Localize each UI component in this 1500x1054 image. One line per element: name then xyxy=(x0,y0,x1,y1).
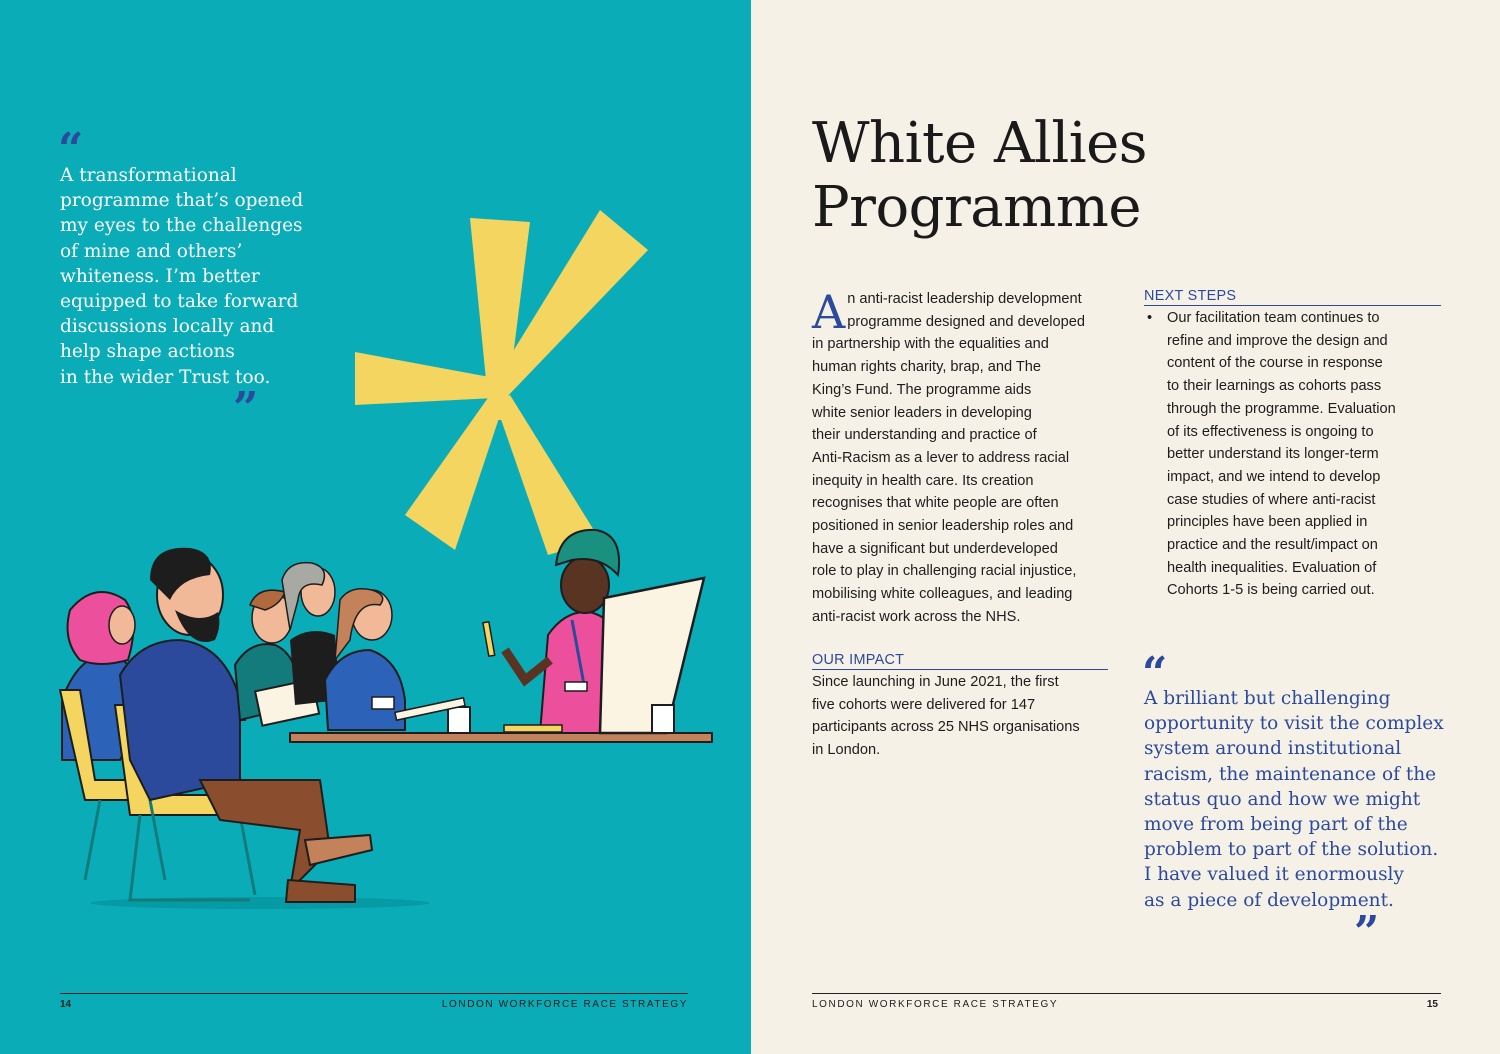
meeting-illustration xyxy=(0,200,751,920)
impact-paragraph xyxy=(812,671,1108,762)
next-steps-line: of its effectiveness is ongoing to xyxy=(1167,423,1374,440)
impact-line: participants across 25 NHS organisations xyxy=(812,719,1080,736)
title-line: White Allies xyxy=(812,111,1148,176)
intro-line: have a significant but underdeveloped xyxy=(812,540,1058,557)
impact-heading: OUR IMPACT xyxy=(812,652,1108,670)
quote-line: help shape actions xyxy=(60,341,235,363)
intro-line: mobilising white colleagues, and leading xyxy=(812,586,1073,603)
quote-line: system around institutional xyxy=(1144,738,1402,760)
next-steps-line: principles have been applied in xyxy=(1167,514,1368,531)
quote-line: A transformational xyxy=(60,165,237,186)
open-quote-mark: “ xyxy=(58,124,84,175)
quote-line: in the wider Trust too. xyxy=(60,366,271,388)
quote-line: problem to part of the solution. xyxy=(1144,839,1439,861)
intro-line: Anti-Racism as a lever to address racial xyxy=(812,449,1070,466)
intro-line: positioned in senior leadership roles and xyxy=(812,518,1074,535)
next-steps-line: content of the course in response xyxy=(1167,355,1383,372)
quote-line: status quo and how we might xyxy=(1144,788,1421,810)
page-title xyxy=(812,112,1147,240)
drop-cap: A xyxy=(812,285,846,339)
intro-line: inequity in health care. Its creation xyxy=(812,472,1034,489)
intro-line: in partnership with the equalities and xyxy=(812,336,1049,353)
next-steps-line: health inequalities. Evaluation of xyxy=(1167,559,1377,576)
quote-line: I have valued it enormously xyxy=(1144,864,1404,886)
impact-line: five cohorts were delivered for 147 xyxy=(812,696,1036,713)
quote-line: move from being part of the xyxy=(1144,814,1408,836)
intro-line: King’s Fund. The programme aids xyxy=(812,381,1032,398)
next-steps-heading: NEXT STEPS xyxy=(1144,288,1441,306)
quote-line: opportunity to visit the complex xyxy=(1144,713,1444,735)
list-item xyxy=(1144,307,1441,602)
close-quote-mark: ” xyxy=(233,383,259,434)
next-steps-line: through the programme. Evaluation xyxy=(1167,400,1396,417)
close-quote-mark: ” xyxy=(1354,907,1380,958)
intro-line: anti-racist work across the NHS. xyxy=(812,608,1021,625)
impact-section xyxy=(812,652,1108,762)
next-steps-line: case studies of where anti-racist xyxy=(1167,491,1376,508)
pull-quote-right xyxy=(1144,686,1464,913)
quote-line: as a piece of development. xyxy=(1144,889,1394,911)
next-steps-line: refine and improve the design and xyxy=(1167,332,1388,349)
page-number: 15 xyxy=(1426,999,1438,1010)
title-line: Programme xyxy=(812,175,1142,240)
impact-line: Since launching in June 2021, the first xyxy=(812,674,1059,690)
footer-rule xyxy=(812,993,1441,994)
next-steps-line: impact, and we intend to develop xyxy=(1167,468,1381,485)
quote-line: A brilliant but challenging xyxy=(1144,688,1391,709)
intro-line: their understanding and practice of xyxy=(812,427,1037,444)
next-steps-line: • Our facilitation team continues to xyxy=(1167,310,1380,326)
quote-line: whiteness. I’m better xyxy=(60,265,260,287)
quote-line: of mine and others’ xyxy=(60,240,243,262)
next-steps-line: practice and the result/impact on xyxy=(1167,537,1378,554)
left-column xyxy=(812,285,1112,759)
footer-title: LONDON WORKFORCE RACE STRATEGY xyxy=(441,999,688,1010)
asterisk-icon xyxy=(355,210,648,555)
next-steps-list xyxy=(1144,307,1441,602)
intro-line: recognises that white people are often xyxy=(812,495,1059,512)
quote-line: my eyes to the challenges xyxy=(60,215,303,237)
open-quote-mark: “ xyxy=(1142,648,1168,699)
quote-line: programme that’s opened xyxy=(60,190,304,212)
intro-line: n anti-racist leadership development xyxy=(847,291,1082,307)
footer-title: LONDON WORKFORCE RACE STRATEGY xyxy=(812,999,1059,1010)
intro-paragraph xyxy=(812,285,1112,629)
intro-line: programme designed and developed xyxy=(847,313,1085,330)
next-steps-line: better understand its longer-term xyxy=(1167,446,1379,463)
page-number: 14 xyxy=(60,999,72,1010)
quote-line: racism, the maintenance of the xyxy=(1144,763,1437,785)
quote-line: discussions locally and xyxy=(60,316,275,338)
person-lanyard xyxy=(325,589,465,730)
intro-line: white senior leaders in developing xyxy=(812,404,1032,421)
right-page xyxy=(751,0,1500,1054)
intro-line: role to play in challenging racial injustice, xyxy=(812,563,1077,580)
next-steps-line: Cohorts 1-5 is being carried out. xyxy=(1167,582,1375,599)
next-steps-line: to their learnings as cohorts pass xyxy=(1167,378,1382,395)
footer-rule xyxy=(60,993,688,994)
quote-line: equipped to take forward xyxy=(60,291,299,313)
impact-line: in London. xyxy=(812,742,881,759)
next-steps-section xyxy=(1144,288,1441,602)
intro-line: human rights charity, brap, and The xyxy=(812,359,1042,376)
